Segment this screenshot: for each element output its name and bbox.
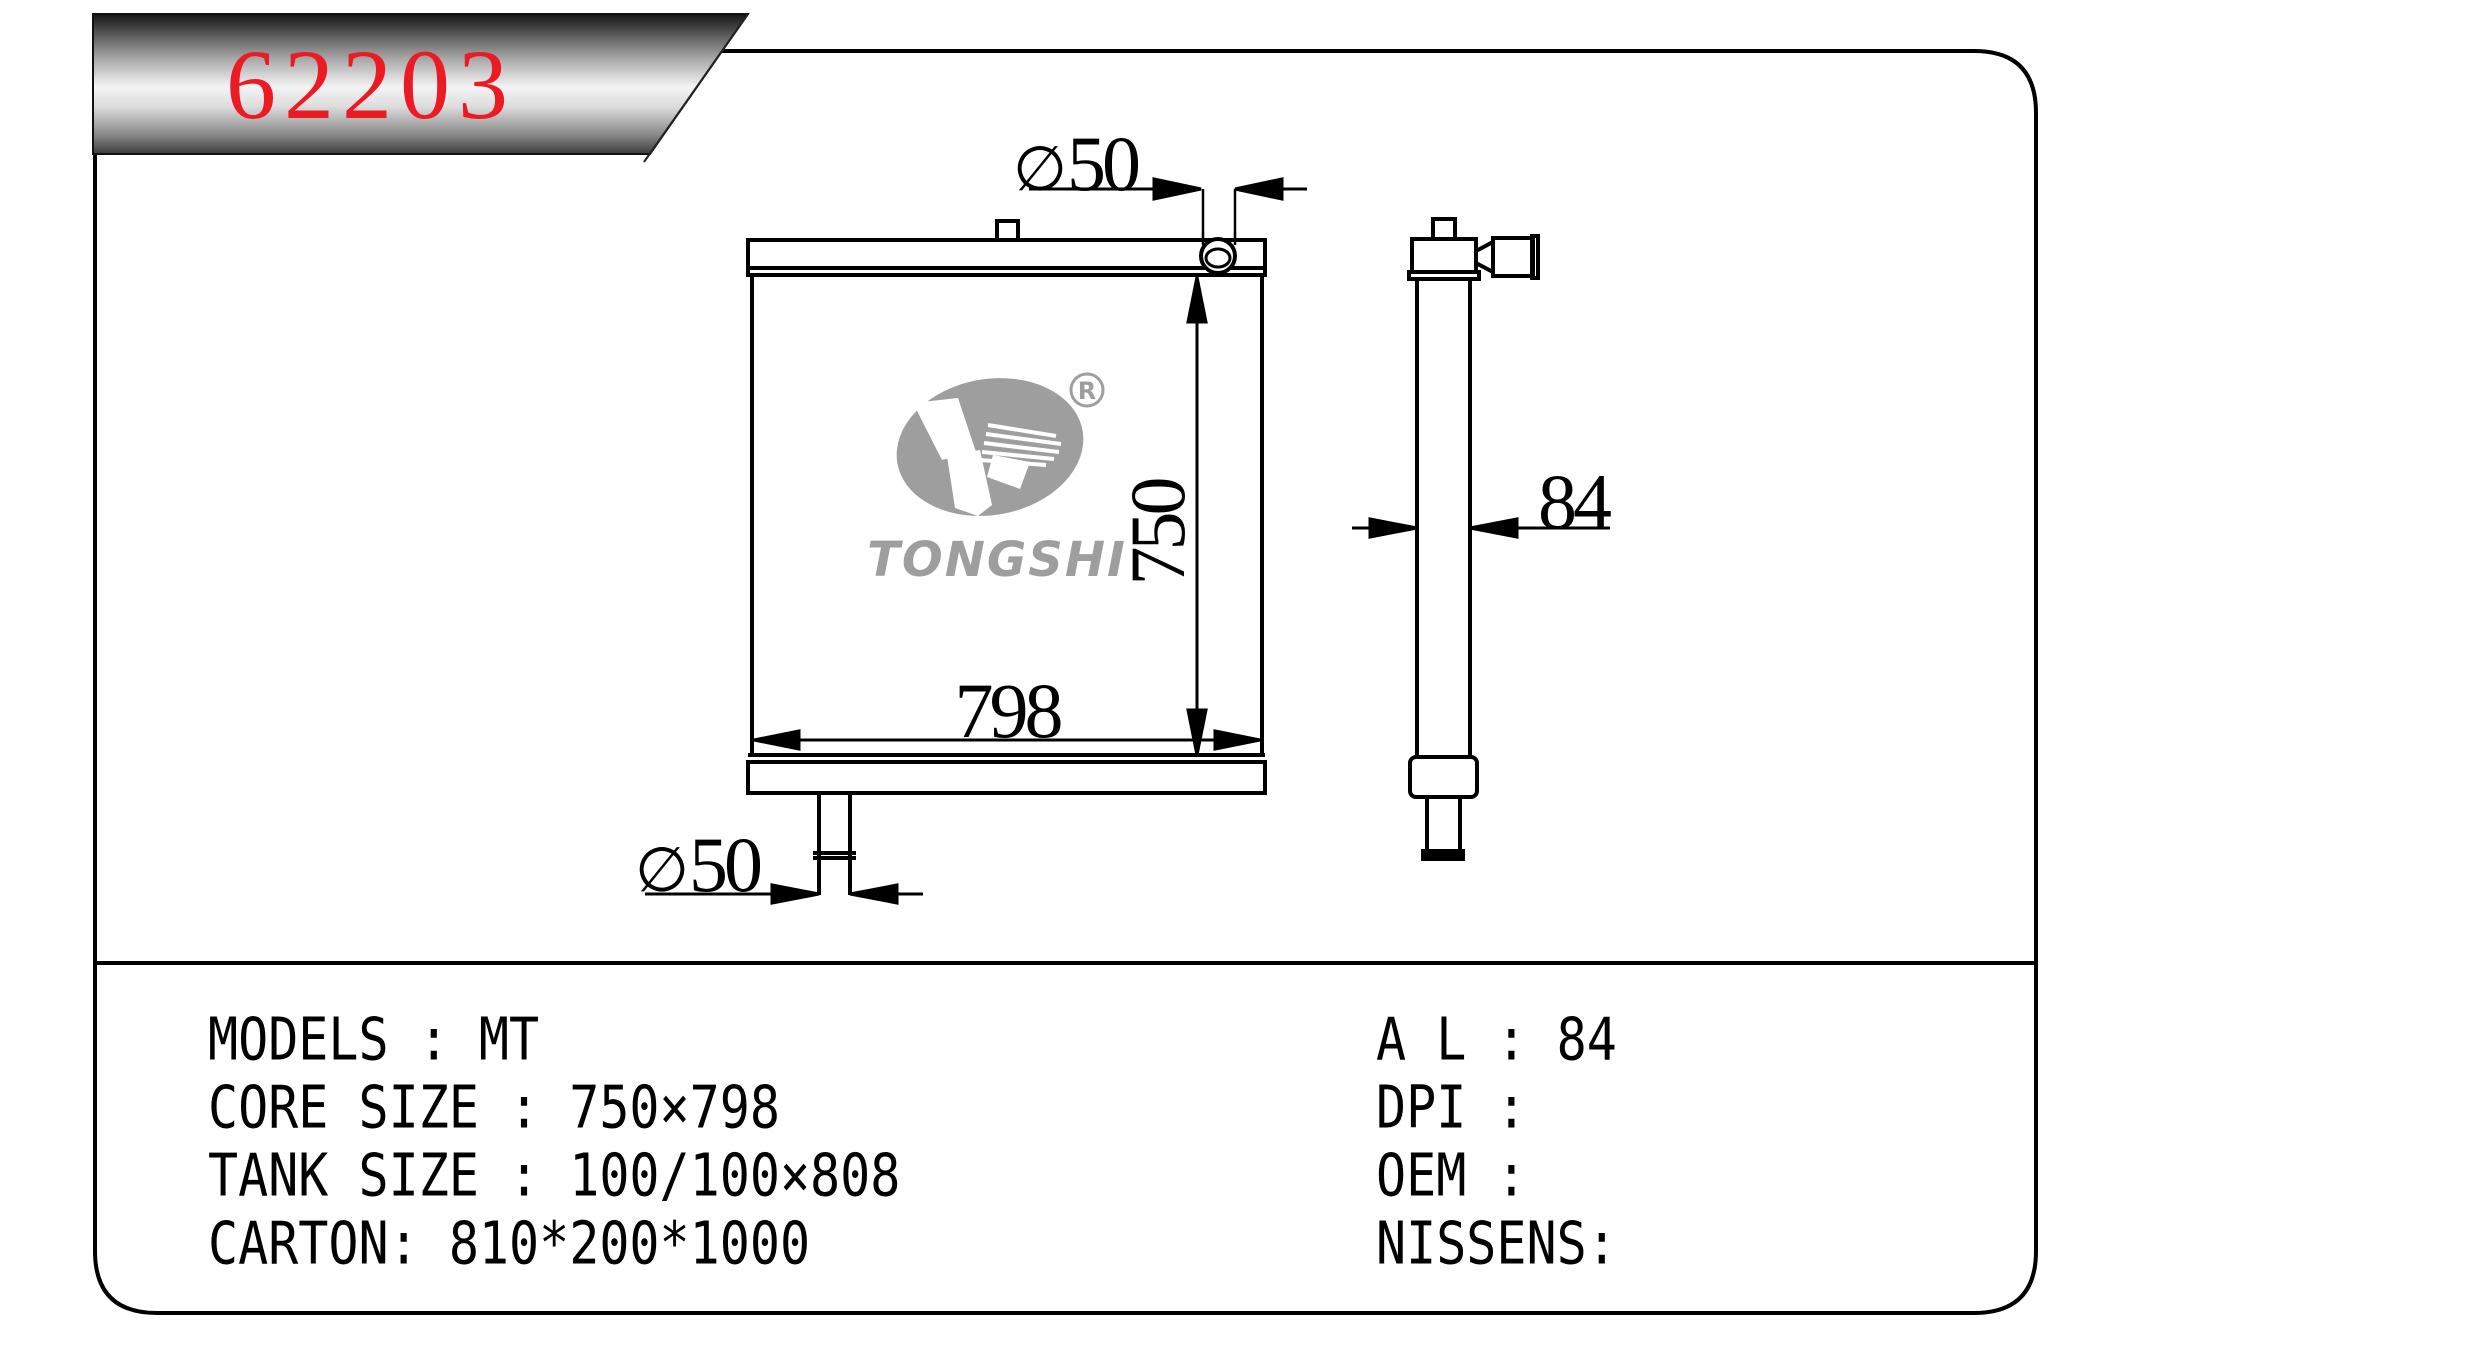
side-top-bracket — [1433, 219, 1455, 239]
dim-arrow-right-icon — [1370, 519, 1417, 537]
top-bracket — [997, 221, 1018, 240]
dim-arrow-down-icon — [1188, 710, 1206, 755]
dim-arrow-right-icon — [1215, 731, 1260, 749]
tongshi-logo — [886, 364, 1103, 531]
core-height-label: 750 — [1114, 480, 1201, 586]
core-width-label: 798 — [954, 667, 1060, 754]
bottom-port-diameter-label: ∅50 — [634, 821, 759, 908]
top-port-diameter-label: ∅50 — [1012, 120, 1137, 207]
diameter-symbol: ∅ — [634, 837, 689, 905]
part-number: 62203 — [226, 29, 516, 140]
diameter-symbol: ∅ — [1012, 136, 1067, 204]
spec-row-core-size: CORE SIZE : 750×798 — [208, 1073, 780, 1142]
dim-arrow-left-icon — [754, 731, 799, 749]
spec-row-tank-size: TANK SIZE : 100/100×808 — [208, 1141, 901, 1210]
bottom-tank — [748, 762, 1265, 793]
dim-arrow-left-icon — [1235, 179, 1282, 199]
spec-row-models: MODELS : MT — [208, 1005, 540, 1074]
bottom-outlet-pipe — [813, 793, 856, 895]
spec-row-dpi: DPI : — [1376, 1073, 1527, 1142]
spec-row-al: A L : 84 — [1376, 1005, 1617, 1074]
spec-row-carton: CARTON: 810*200*1000 — [208, 1209, 811, 1278]
side-filler-neck — [1476, 242, 1493, 272]
spec-row-oem: OEM : — [1376, 1141, 1527, 1210]
logo-brand-text: TONGSHI — [867, 532, 1127, 588]
dim-arrow-left-icon — [850, 885, 897, 903]
side-top-tank — [1412, 239, 1476, 272]
side-body — [1417, 279, 1470, 757]
registered-trademark-letter: R — [1077, 377, 1097, 405]
side-bottom-tank — [1410, 757, 1477, 797]
side-bottom-pipe — [1427, 797, 1460, 852]
side-pipe-cap — [1423, 851, 1463, 859]
dim-arrow-up-icon — [1188, 277, 1206, 322]
spec-row-nissens: NISSENS: — [1376, 1209, 1617, 1278]
side-depth-label: 84 — [1538, 458, 1608, 545]
